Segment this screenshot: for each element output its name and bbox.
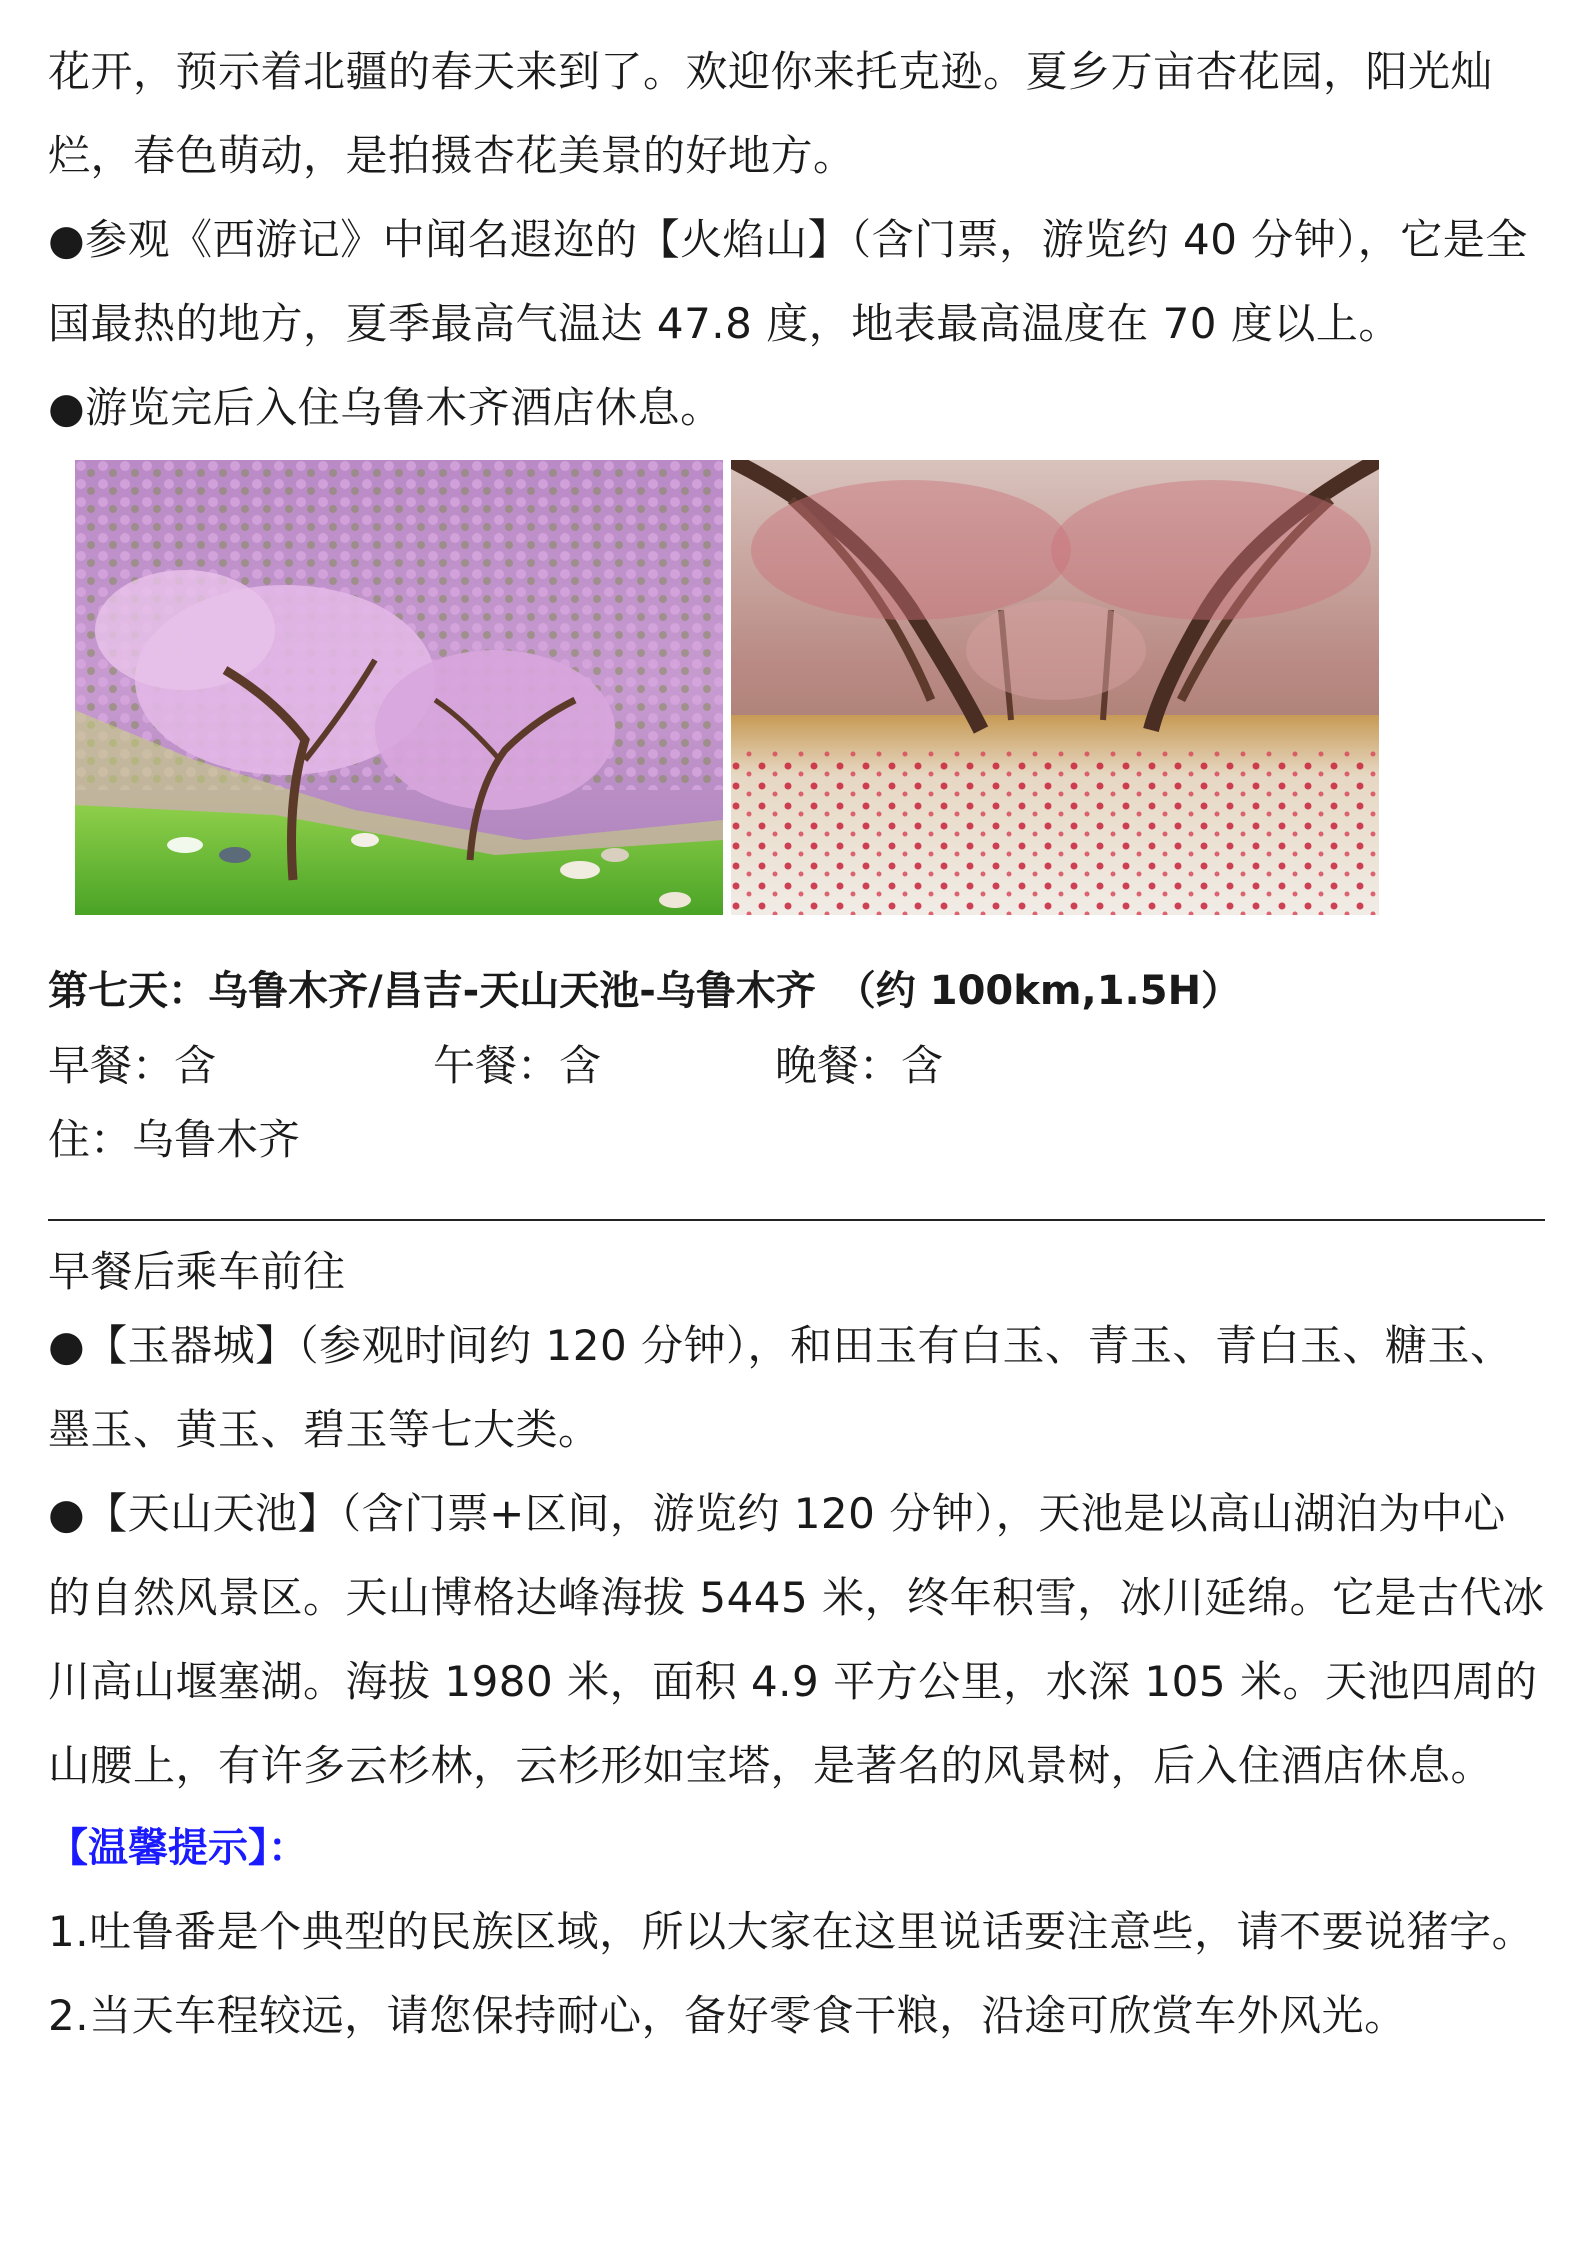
tip-2: 2.当天车程较远，请您保持耐心，备好零食干粮，沿途可欣赏车外风光。 [48,1991,1407,2040]
flaming-mountain-paragraph: ●参观《西游记》中闻名遐迩的【火焰山】（含门票，游览约 40 分钟），它是全国最热的地方，夏季最高气温达 47.8 度，地表最高温度在 70 度以上。 [48,215,1528,348]
apricot-intro-paragraph: 花开，预示着北疆的春天来到了。欢迎你来托克逊。夏乡万亩杏花园，阳光灿烂，春色萌动，是拍摄杏花美景的好地方。 [48,47,1494,180]
apricot-hillside-photo [75,460,723,915]
dinner-label: 晚餐：含 [775,1041,944,1090]
breakfast-label: 早餐：含 [48,1041,217,1090]
section-divider [48,1219,1545,1221]
hotel-rest-paragraph: ●游览完后入住乌鲁木齐酒店休息。 [48,383,723,432]
day7-title: 第七天：乌鲁木齐/昌吉-天山天池-乌鲁木齐 （约 100km,1.5H） [48,968,1242,1014]
tip-1: 1.吐鲁番是个典型的民族区域，所以大家在这里说话要注意些，请不要说猪字。 [48,1907,1535,1956]
day7-intro: 早餐后乘车前往 [48,1247,346,1296]
tips-heading: 【温馨提示】： [48,1825,308,1871]
lunch-label: 午餐：含 [433,1041,602,1090]
tianchi-paragraph: ●【天山天池】（含门票+区间，游览约 120 分钟），天池是以高山湖泊为中心的自然风景区。天山博格达峰海拔 5445 米，终年积雪，冰川延绵。它是古代冰川高山堰塞湖。海拔 1980 米，面积 4.9 平方公里，水深 105 米。天池四周的山腰上，有许多云杉林，云杉形如宝塔，是著名的风景树，后入住酒店休息。 [48,1489,1545,1790]
accommodation-label: 住：乌鲁木齐 [48,1115,301,1164]
jade-city-paragraph: ●【玉器城】（参观时间约 120 分钟），和田玉有白玉、青玉、青白玉、糖玉、墨玉、黄玉、碧玉等七大类。 [48,1321,1513,1454]
apricot-orchard-photo [731,460,1379,915]
